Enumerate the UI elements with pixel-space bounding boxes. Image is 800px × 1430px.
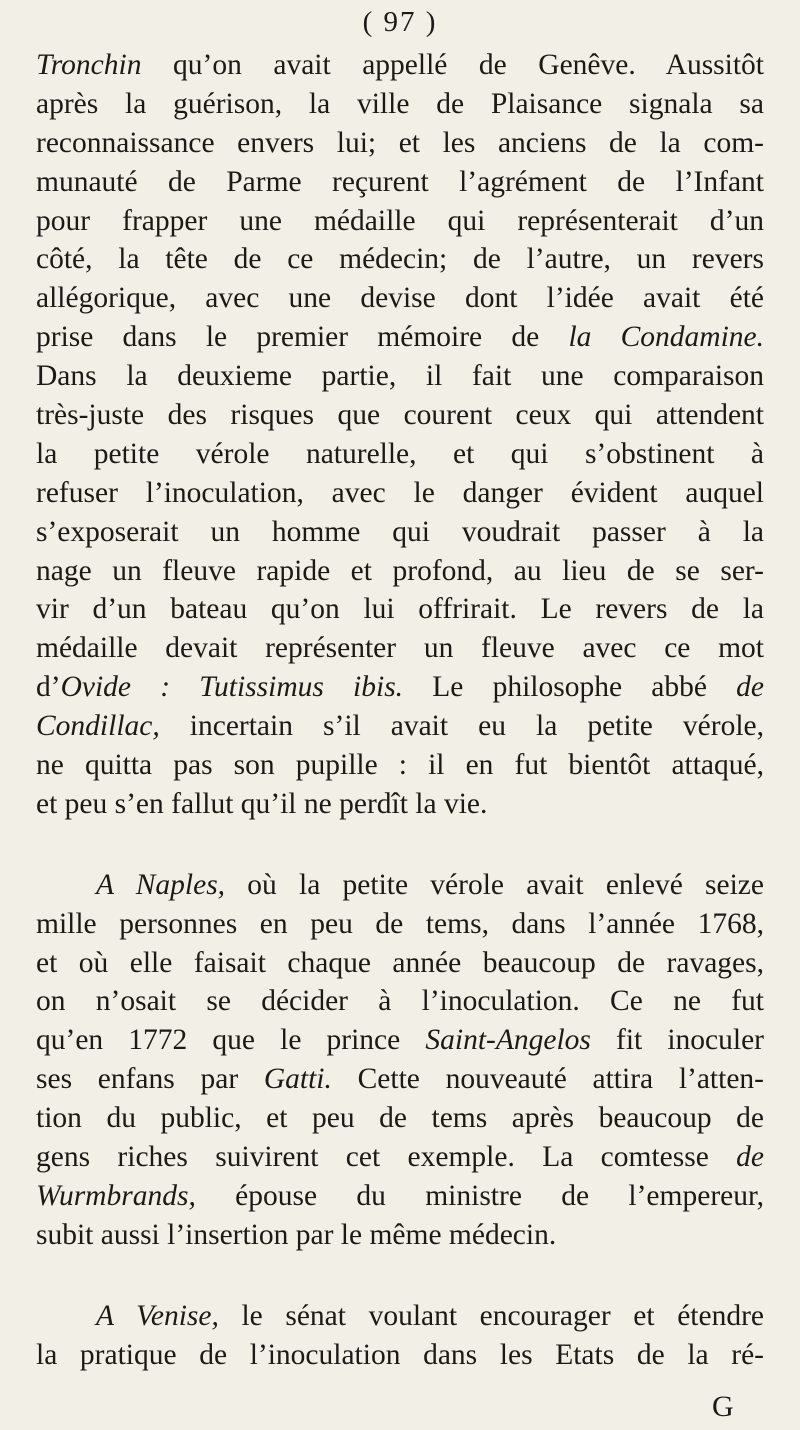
text-line: d’Ovide : Tutissimus ibis. Le philosophe abbé de bbox=[36, 671, 764, 704]
text-line: prise dans le premier mémoire de la Condamine. bbox=[36, 321, 764, 354]
person-name: Gatti. bbox=[263, 1063, 332, 1096]
text-line: allégorique, avec une devise dont l’idée avait été bbox=[36, 282, 764, 315]
text-line: pour frapper une médaille qui représenterait d’un bbox=[36, 204, 764, 237]
text-line: qu’en 1772 que le prince Saint-Angelos fit inoculer bbox=[36, 1024, 764, 1057]
text-line: Dans la deuxieme partie, il fait une comparaison bbox=[36, 360, 764, 393]
text-line: et où elle faisait chaque année beaucoup de ravages, bbox=[36, 946, 764, 979]
paragraph-gap bbox=[36, 1255, 764, 1297]
text-line: Tronchin qu’on avait appellé de Genêve. Aussitôt bbox=[36, 49, 764, 81]
quotation: Ovide : Tutissimus ibis. bbox=[60, 671, 404, 704]
text-line: munauté de Parme reçurent l’agrément de l’Infant bbox=[36, 165, 764, 198]
text-line: tion du public, et peu de tems après beaucoup de bbox=[36, 1102, 764, 1135]
text-line: ne quitta pas son pupille : il en fut bientôt attaqué, bbox=[36, 749, 764, 782]
person-name: Tronchin bbox=[36, 49, 142, 81]
text-line: subit aussi l’insertion par le même médecin. bbox=[36, 1218, 557, 1251]
text-line: après la guérison, la ville de Plaisance signala sa bbox=[36, 87, 764, 120]
text-line: refuser l’inoculation, avec le danger évident auquel bbox=[36, 476, 764, 509]
text-line: vir d’un bateau qu’on lui offrirait. Le revers de la bbox=[36, 593, 764, 626]
text-line: très-juste des risques que courent ceux qui attendent bbox=[36, 399, 764, 432]
text-line: médaille devait représenter un fleuve avec ce mot bbox=[36, 632, 764, 665]
text-line: côté, la tête de ce médecin; de l’autre, un revers bbox=[36, 243, 764, 276]
text-line: s’exposerait un homme qui voudrait passer à la bbox=[36, 515, 764, 548]
text-line: A Venise, le sénat voulant encourager et étendre bbox=[96, 1299, 764, 1332]
text-line: gens riches suivirent cet exemple. La comtesse de bbox=[36, 1141, 764, 1174]
text-line: Condillac, incertain s’il avait eu la petite vérole, bbox=[36, 710, 764, 743]
text-line: on n’osait se décider à l’inoculation. Ce ne fut bbox=[36, 985, 764, 1018]
text-line: A Naples, où la petite vérole avait enlevé seize bbox=[96, 868, 764, 901]
person-name: Saint-Angelos bbox=[425, 1024, 591, 1057]
text-line: reconnaissance envers lui; et les anciens de la com- bbox=[36, 126, 764, 159]
body-text bbox=[36, 46, 764, 1375]
person-name: la Condamine. bbox=[568, 321, 764, 354]
text-line: la pratique de l’inoculation dans les Etats de la ré- bbox=[36, 1338, 764, 1371]
text-line: ses enfans par Gatti. Cette nouveauté attira l’atten- bbox=[36, 1063, 764, 1096]
text-line: nage un fleuve rapide et profond, au lieu de se ser- bbox=[36, 554, 764, 587]
text-line: la petite vérole naturelle, et qui s’obstinent à bbox=[36, 437, 764, 470]
person-name: Condillac, bbox=[36, 710, 160, 743]
person-name: Wurmbrands, bbox=[36, 1179, 196, 1212]
text-line: Wurmbrands, épouse du ministre de l’empereur, bbox=[36, 1179, 764, 1212]
text-line: mille personnes en peu de tems, dans l’année 1768, bbox=[36, 907, 764, 940]
signature-mark: G bbox=[712, 1390, 734, 1423]
place-name: A Naples, bbox=[96, 868, 226, 901]
place-name: A Venise, bbox=[96, 1299, 219, 1332]
page-number: ( 97 ) bbox=[362, 6, 438, 38]
text-line: et peu s’en fallut qu’il ne perdît la vie. bbox=[36, 787, 488, 820]
paragraph-gap bbox=[36, 824, 764, 866]
